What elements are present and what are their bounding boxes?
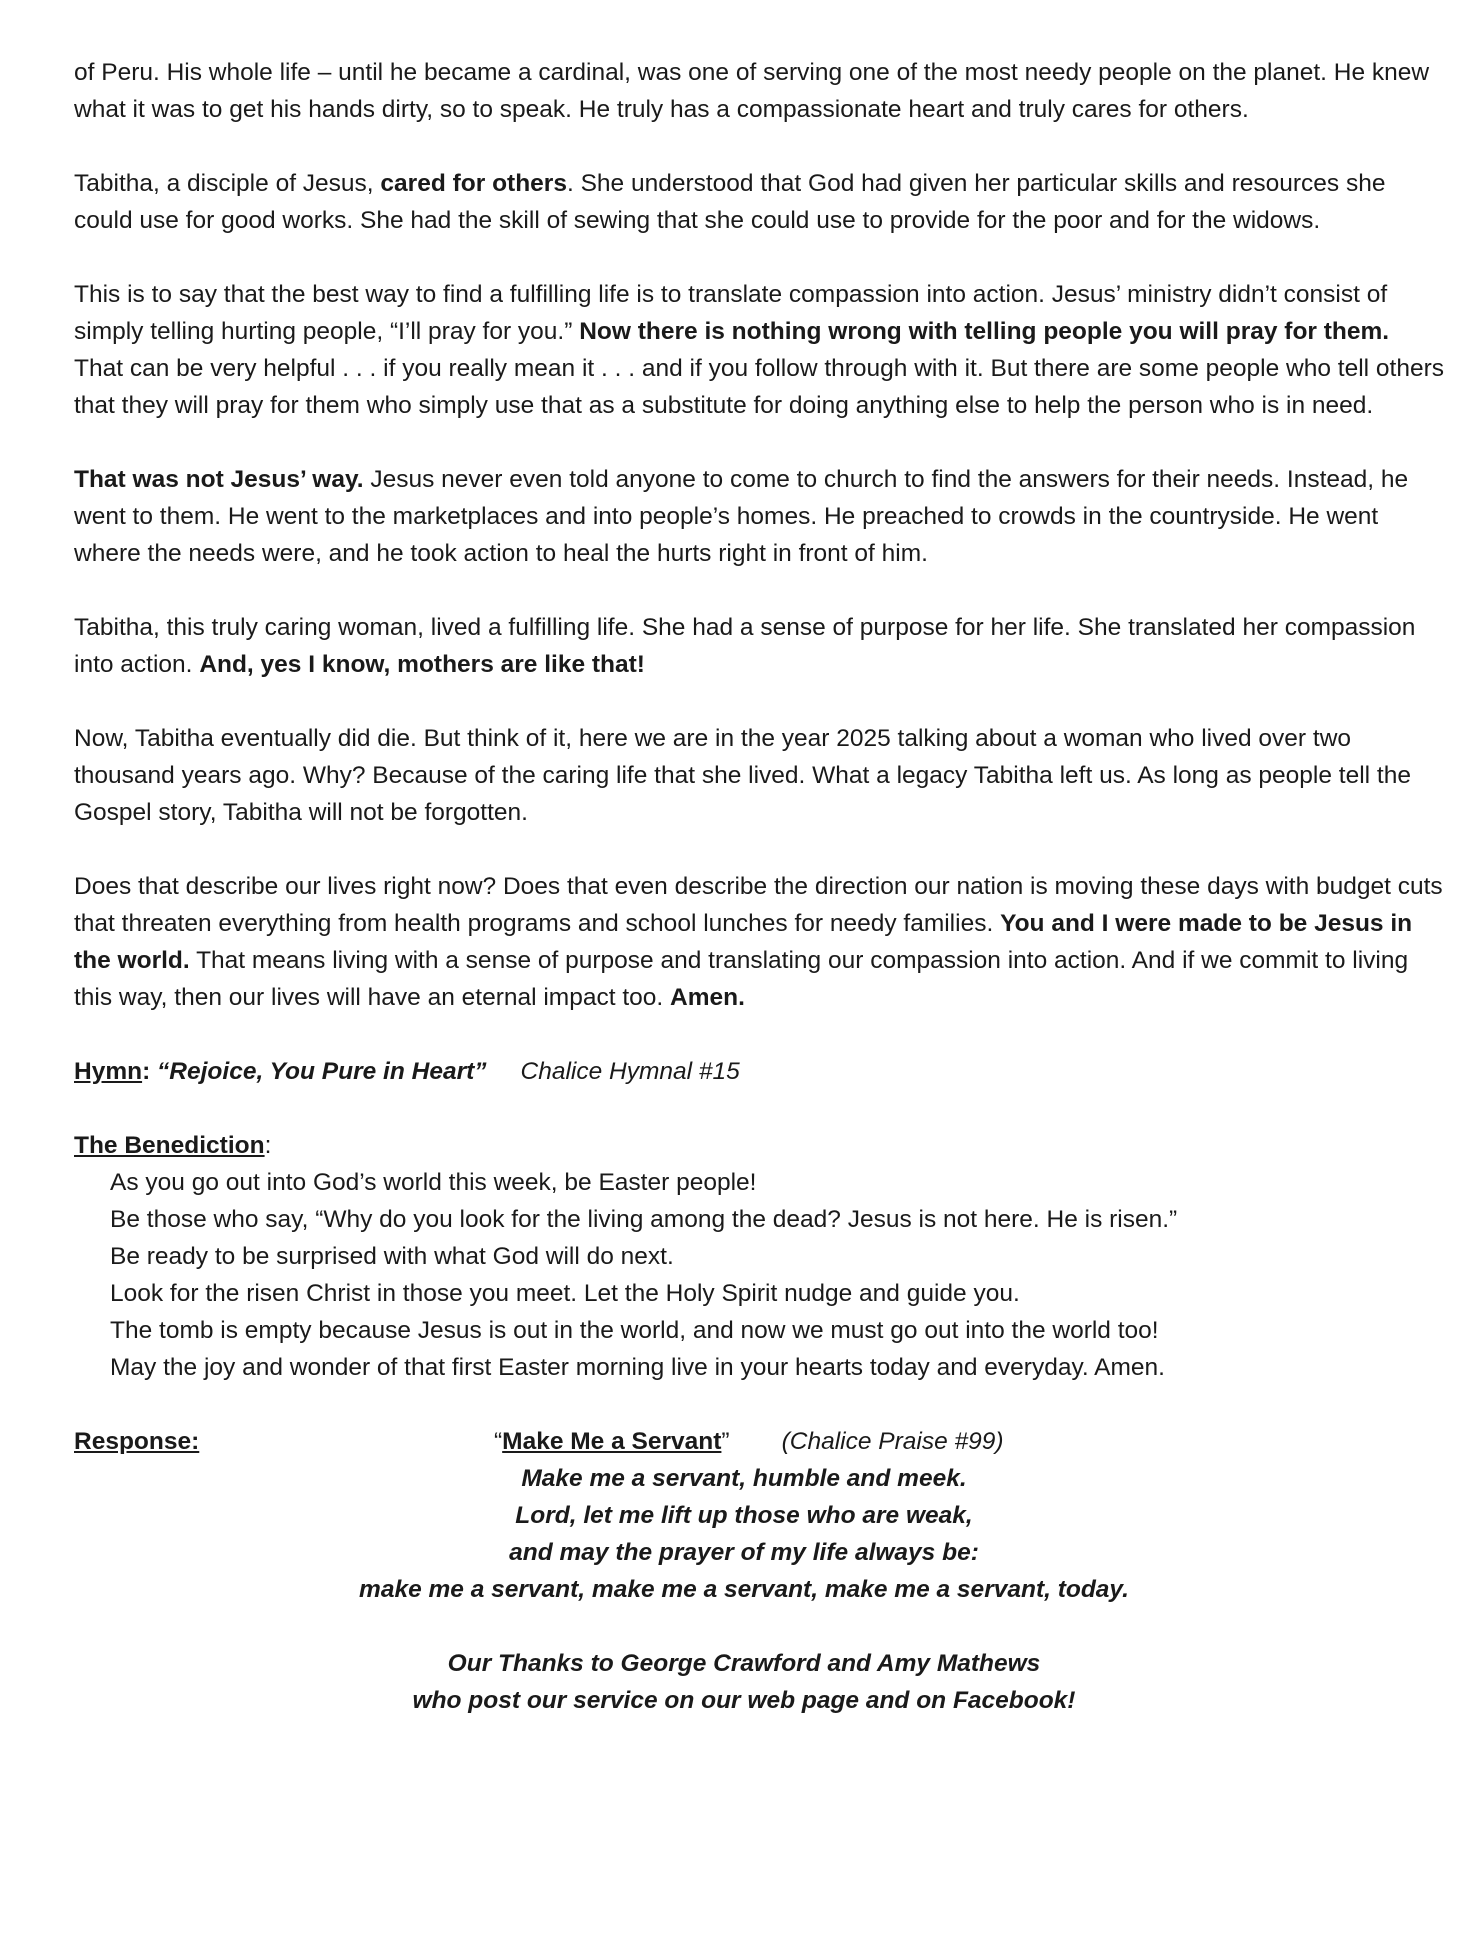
bold-phrase: That was not Jesus’ way. xyxy=(74,466,364,493)
paragraph-text: Now, Tabitha eventually did die. But think of it, here we are in the year 2025 talking about a woman who lived over two thousand years ago. Why? Because of the caring life that she lived. What a legacy Tabitha left us. As long as people tell the Gospel story, Tabitha will not be forgotten. xyxy=(74,725,1411,826)
paragraph-text: Tabitha, this truly caring woman, lived a fulfilling life. She had a sense of purpose for her life. She translated her compassion into action. xyxy=(74,614,1416,678)
lyric-line: Lord, let me lift up those who are weak, xyxy=(515,1502,973,1529)
bold-phrase: cared for others xyxy=(380,170,567,197)
paragraph-compassion-action xyxy=(74,276,1444,424)
bold-phrase: Amen. xyxy=(670,984,745,1011)
paragraph-text: That can be very helpful . . . if you really mean it . . . and if you follow through with it. But there are some people who tell others that they will pray for them who simply use that as a substitute for doing anything else to help the person who is in need. xyxy=(74,355,1444,419)
benediction-colon: : xyxy=(264,1132,272,1159)
paragraph-text: Tabitha, a disciple of Jesus, xyxy=(74,170,381,197)
thanks-note xyxy=(74,1645,1444,1719)
paragraph-text: This is to say that the best way to find a fulfilling life is to translate compassion into action. Jesus’ ministry didn’t consist of simply telling hurting people, “I’ll pray for you.” xyxy=(74,281,1388,345)
response-song-title xyxy=(494,1423,1004,1460)
benediction-lines xyxy=(110,1164,1444,1386)
paragraph-text: Does that describe our lives right now? Does that even describe the direction our nation is moving these days with budget cuts that threaten everything from health programs and school lunches for needy families. xyxy=(74,873,1443,937)
open-quote: “ xyxy=(494,1428,503,1455)
benediction-line: As you go out into God’s world this week, be Easter people! xyxy=(110,1169,757,1196)
response-lyrics xyxy=(74,1460,1444,1608)
lyric-line: and may the prayer of my life always be: xyxy=(509,1539,979,1566)
bold-phrase: And, yes I know, mothers are like that! xyxy=(199,651,645,678)
benediction-line: May the joy and wonder of that first Easter morning live in your hearts today and everyday. Amen. xyxy=(110,1354,1165,1381)
hymn-title: “Rejoice, You Pure in Heart” xyxy=(157,1058,487,1085)
hymn-label: Hymn xyxy=(74,1058,143,1085)
paragraph-peru xyxy=(74,54,1444,128)
bold-phrase: You and I were made to be Jesus in the world. xyxy=(74,910,1413,974)
paragraph-text: . She understood that God had given her particular skills and resources she could use for good works. She had the skill of sewing that she could use to provide for the poor and for the widows. xyxy=(74,170,1386,234)
benediction-line: Be those who say, “Why do you look for the living among the dead? Jesus is not here. He is risen.” xyxy=(110,1206,1178,1233)
paragraph-text: That means living with a sense of purpose and translating our compassion into action. And if we commit to living this way, then our lives will have an eternal impact too. xyxy=(74,947,1409,1011)
paragraph-fulfilling-life xyxy=(74,609,1444,683)
response-song-name: Make Me a Servant xyxy=(502,1428,722,1455)
lyric-line: Make me a servant, humble and meek. xyxy=(521,1465,967,1492)
response-label: Response: xyxy=(74,1428,200,1455)
response-heading xyxy=(74,1423,1444,1460)
thanks-line: Our Thanks to George Crawford and Amy Mathews xyxy=(447,1650,1041,1677)
benediction-line: Look for the risen Christ in those you meet. Let the Holy Spirit nudge and guide you. xyxy=(110,1280,1020,1307)
paragraph-jesus-way xyxy=(74,461,1444,572)
paragraph-our-lives xyxy=(74,868,1444,1016)
benediction-label: The Benediction xyxy=(74,1132,265,1159)
paragraph-text: of Peru. His whole life – until he became a cardinal, was one of serving one of the most needy people on the planet. He knew what it was to get his hands dirty, so to speak. He truly has a compassionate heart and truly cares for others. xyxy=(74,59,1430,123)
bold-phrase: Now there is nothing wrong with telling people you will pray for them. xyxy=(579,318,1390,345)
paragraph-tabitha-disciple xyxy=(74,165,1444,239)
lyric-line: make me a servant, make me a servant, make me a servant, today. xyxy=(359,1576,1129,1603)
response-reference: (Chalice Praise #99) xyxy=(781,1428,1004,1455)
paragraph-text: Jesus never even told anyone to come to church to find the answers for their needs. Instead, he went to them. He went to the marketplaces and into people’s homes. He preached to crowds in the countryside. He went where the needs were, and he took action to heal the hurts right in front of him. xyxy=(74,466,1409,567)
benediction-line: The tomb is empty because Jesus is out in the world, and now we must go out into the world too! xyxy=(110,1317,1159,1344)
hymn-colon: : xyxy=(142,1058,158,1085)
hymn-line xyxy=(74,1053,1444,1090)
close-quote: ” xyxy=(721,1428,730,1455)
hymn-book: Chalice Hymnal #15 xyxy=(520,1058,740,1085)
benediction-line: Be ready to be surprised with what God will do next. xyxy=(110,1243,674,1270)
benediction-heading xyxy=(74,1127,1444,1164)
thanks-line: who post our service on our web page and on Facebook! xyxy=(412,1687,1076,1714)
paragraph-legacy xyxy=(74,720,1444,831)
